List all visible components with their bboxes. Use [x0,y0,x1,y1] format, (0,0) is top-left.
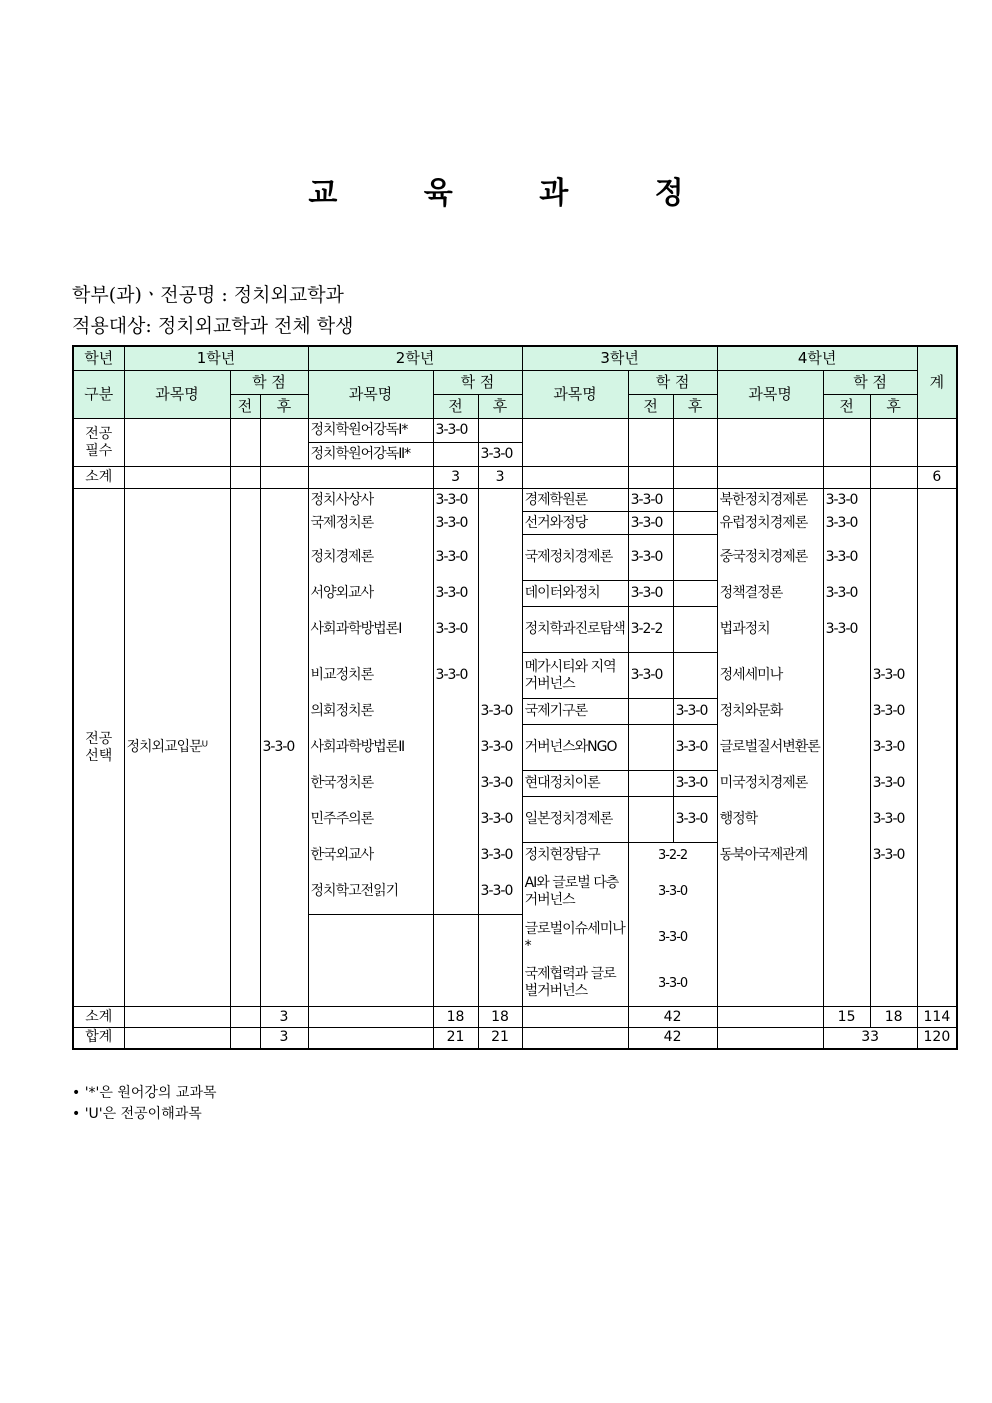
elective-credit-y3 [673,581,717,607]
elective-credit-y3: 3-3-0 [673,725,717,771]
footnotes [72,1083,217,1125]
elective-credit-y2: 3-3-0 [478,771,522,797]
grand-total-value: 21 [478,1028,522,1049]
header-credit-y2: 학 점 [433,371,522,395]
elective-credit-y2: 3-3-0 [433,607,478,653]
elective-credit-y3 [673,653,717,699]
elective-course-y2: 정치사상사 [308,489,433,512]
elective-course-y2: 정치학고전읽기 [308,869,433,915]
elective-credit-y3: 3-2-2 [628,607,673,653]
header-year2: 2학년 [308,346,522,371]
subtotal-value: 3 [260,1007,308,1028]
elective-credit-y4 [823,725,870,771]
elective-course-y3: 거버넌스와NGO [522,725,628,771]
elective-credit-y3: 3-2-2 [628,843,717,869]
category-required [73,419,124,467]
subtotal-value: 6 [917,467,957,489]
header-course-y4: 과목명 [717,371,823,419]
elective-credit-y4: 3-3-0 [870,699,917,725]
elective-credit-y3: 3-3-0 [628,915,717,961]
elective-course-y4: 북한정치경제론 [717,489,823,512]
elective-credit-y2 [478,489,522,512]
elective-credit-y4: 3-3-0 [823,512,870,535]
header-credit-y4: 학 점 [823,371,917,395]
elective-credit-y3 [628,771,673,797]
elective-course-y2: 의회정치론 [308,699,433,725]
subtotal-value: 3 [478,467,522,489]
curriculum-table [72,345,958,1050]
header-total: 계 [917,346,957,419]
elective-credit-y4 [870,581,917,607]
elective-credit-y2 [433,797,478,843]
elective-credit-y2 [433,725,478,771]
elective-course-y3: 국제정치경제론 [522,535,628,581]
elective-credit-y2: 3-3-0 [433,489,478,512]
required-course: 정치학원어강독Ⅰ* [308,419,433,443]
elective-credit-y3: 3-3-0 [673,797,717,843]
elective-course-y3: 국제기구론 [522,699,628,725]
elective-course-y4: 정세세미나 [717,653,823,699]
category-elective-line1: 전공 [85,730,113,747]
elective-course-y4: 미국정치경제론 [717,771,823,797]
footnote: • '*'은 원어강의 교과목 [72,1085,217,1101]
subtotal-value: 42 [628,1007,717,1028]
elective-credit-y3: 3-3-0 [628,581,673,607]
header-course-y2: 과목명 [308,371,433,419]
elective-credit-y2 [433,869,478,915]
subtotal-value: 18 [433,1007,478,1028]
header-first-y3: 전 [628,395,673,419]
header-first-y2: 전 [433,395,478,419]
elective-course-y2: 비교정치론 [308,653,433,699]
elective-course-y2: 사회과학방법론Ⅱ [308,725,433,771]
elective-course-y2: 한국외교사 [308,843,433,869]
elective-course-y2: 정치경제론 [308,535,433,581]
elective-course-y4: 글로벌질서변환론 [717,725,823,771]
target-info: 적용대상: 정치외교학과 전체 학생 [72,315,354,337]
elective-course-y3: 경제학원론 [522,489,628,512]
elective-course-y3: 글로벌이슈세미나* [522,915,628,961]
header-first-y4: 전 [823,395,870,419]
header-course-y1: 과목명 [124,371,230,419]
elective-credit-y2: 3-3-0 [478,725,522,771]
elective-course-y3: 현대정치이론 [522,771,628,797]
elective-course-y3: 데이터와정치 [522,581,628,607]
header-year3: 3학년 [522,346,717,371]
header-grade: 학년 [73,346,124,371]
elective-course-y3: 정치현장탐구 [522,843,628,869]
elective-credit-y3 [673,512,717,535]
elective-credit-y4 [823,771,870,797]
elective-credit-y3: 3-3-0 [628,653,673,699]
elective-credit-y4 [870,489,917,512]
elective-credit-y2: 3-3-0 [478,699,522,725]
required-credit: 3-3-0 [433,419,478,443]
elective-credit-y4 [823,653,870,699]
subtotal-value: 15 [823,1007,870,1028]
elective-credit-y3 [673,607,717,653]
category-required-line1: 전공 [85,425,113,442]
elective-credit-y2: 3-3-0 [433,653,478,699]
page-title: 교 육 과 정 [308,176,722,211]
category-elective-line2: 선택 [85,747,113,764]
elective-course-y2: 서양외교사 [308,581,433,607]
elective-credit-y3 [673,535,717,581]
header-second-y3: 후 [673,395,717,419]
elective-credit-y2: 3-3-0 [433,581,478,607]
elective-credit-y3: 3-3-0 [673,699,717,725]
elective-credit-y2: 3-3-0 [478,797,522,843]
elective-course-y2: 국제정치론 [308,512,433,535]
elective-credit-y3: 3-3-0 [628,512,673,535]
grand-total-value: 33 [823,1028,917,1049]
header-course-y3: 과목명 [522,371,628,419]
elective-credit-y2: 3-3-0 [433,512,478,535]
department-info: 학부(과)ㆍ전공명 : 정치외교학과 [72,284,344,306]
grand-total-value: 3 [260,1028,308,1049]
elective-course-y4: 유럽정치경제론 [717,512,823,535]
elective-credit-y2 [478,653,522,699]
elective-course-y3: 정치학과진로탐색 [522,607,628,653]
elective-credit-y2 [433,771,478,797]
header-first-y1: 전 [230,395,260,419]
elective-course-y1: 정치외교입문ᵁ [124,489,230,1007]
header-second-y4: 후 [870,395,917,419]
subtotal-value: 18 [870,1007,917,1028]
elective-credit-y2 [478,535,522,581]
elective-credit-y3 [628,797,673,843]
elective-credit-y4: 3-3-0 [823,607,870,653]
elective-credit-y4 [823,843,870,869]
elective-credit-y4: 3-3-0 [870,725,917,771]
grand-total-value: 120 [917,1028,957,1049]
elective-credit-y3: 3-3-0 [673,771,717,797]
header-second-y1: 후 [260,395,308,419]
elective-course-y2: 한국정치론 [308,771,433,797]
elective-subtotal-label: 소계 [73,1007,124,1028]
elective-credit-y2 [478,581,522,607]
elective-course-y3: 국제협력과 글로벌거버넌스 [522,961,628,1007]
elective-credit-y4: 3-3-0 [823,489,870,512]
elective-course-y2: 민주주의론 [308,797,433,843]
elective-course-y2: 사회과학방법론Ⅰ [308,607,433,653]
elective-credit-y4 [870,512,917,535]
elective-course-y3: 메가시티와 지역거버넌스 [522,653,628,699]
elective-credit-y4: 3-3-0 [870,771,917,797]
elective-credit-y4 [870,535,917,581]
subtotal-value: 3 [433,467,478,489]
elective-credit-y3: 3-3-0 [628,489,673,512]
header-category: 구분 [73,371,124,419]
elective-credit-y1: 3-3-0 [260,489,308,1007]
header-credit-y3: 학 점 [628,371,717,395]
header-credit-y1: 학 점 [230,371,308,395]
elective-credit-y3: 3-3-0 [628,869,717,915]
header-year1: 1학년 [124,346,308,371]
footnote: • 'U'은 전공이해과목 [72,1106,202,1122]
header-year4: 4학년 [717,346,917,371]
subtotal-value: 18 [478,1007,522,1028]
grand-total-value: 21 [433,1028,478,1049]
required-course: 정치학원어강독Ⅱ* [308,443,433,467]
elective-credit-y2: 3-3-0 [433,535,478,581]
elective-course-y4: 정치와문화 [717,699,823,725]
elective-course-y4: 동북아국제관계 [717,843,823,869]
elective-credit-y4: 3-3-0 [870,797,917,843]
header-second-y2: 후 [478,395,522,419]
elective-credit-y4: 3-3-0 [823,535,870,581]
elective-credit-y4: 3-3-0 [823,581,870,607]
elective-credit-y4: 3-3-0 [870,653,917,699]
elective-credit-y3: 3-3-0 [628,961,717,1007]
elective-course-y3: 일본정치경제론 [522,797,628,843]
required-subtotal-label: 소계 [73,467,124,489]
grand-total-value: 42 [628,1028,717,1049]
elective-credit-y2 [433,843,478,869]
elective-credit-y3 [628,699,673,725]
elective-course-y4: 행정학 [717,797,823,843]
elective-credit-y4 [870,607,917,653]
elective-course-y3: 선거와정당 [522,512,628,535]
elective-credit-y2: 3-3-0 [478,869,522,915]
elective-course-y4: 중국정치경제론 [717,535,823,581]
category-elective [73,489,124,1007]
elective-credit-y2: 3-3-0 [478,843,522,869]
elective-credit-y2 [433,699,478,725]
elective-course-y4: 정책결정론 [717,581,823,607]
subtotal-value: 114 [917,1007,957,1028]
elective-course-y3: AI와 글로벌 다층거버넌스 [522,869,628,915]
elective-credit-y2 [478,512,522,535]
elective-credit-y4: 3-3-0 [870,843,917,869]
elective-course-y4: 법과정치 [717,607,823,653]
required-credit: 3-3-0 [478,443,522,467]
elective-credit-y3: 3-3-0 [628,535,673,581]
grand-total-label: 합계 [73,1028,124,1049]
category-required-line2: 필수 [85,442,113,459]
elective-credit-y4 [823,699,870,725]
elective-credit-y2 [478,607,522,653]
elective-credit-y3 [673,489,717,512]
elective-credit-y3 [628,725,673,771]
elective-credit-y4 [823,797,870,843]
